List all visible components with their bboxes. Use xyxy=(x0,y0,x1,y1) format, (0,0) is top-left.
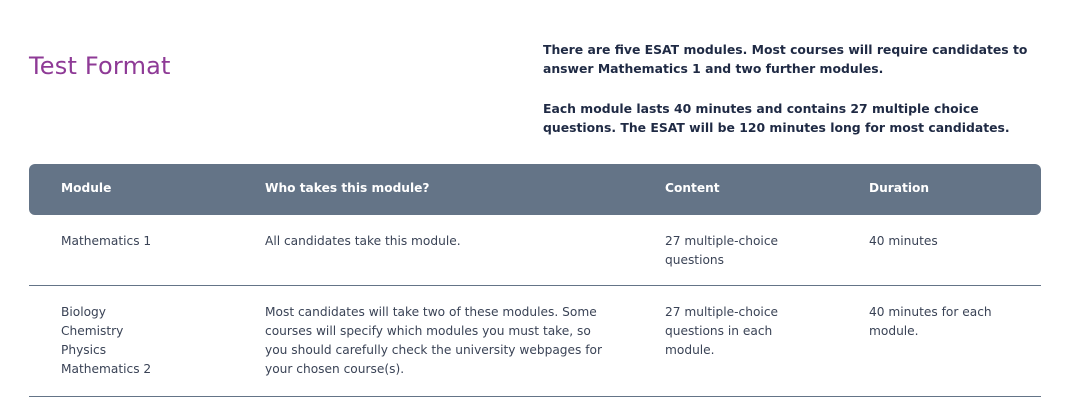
header-module: Module xyxy=(61,181,112,195)
cell-module xyxy=(61,303,241,379)
cell-duration: 40 minutes for each module. xyxy=(869,305,992,338)
table-header xyxy=(29,164,1041,215)
header-duration: Duration xyxy=(869,181,930,195)
cell-who: All candidates take this module. xyxy=(265,234,461,248)
module-name: Biology xyxy=(61,305,106,319)
cell-who: Most candidates will take two of these modules. Some courses will specify which modules you must take, so you should carefully check the university webpages for your chosen course(s). xyxy=(265,305,603,376)
module-name: Mathematics 1 xyxy=(61,234,152,248)
intro-paragraph-modules: There are five ESAT modules. Most courses will require candidates to answer Mathematics 1 and two further modules. xyxy=(543,42,1028,76)
table-row xyxy=(29,286,1041,397)
module-name: Mathematics 2 xyxy=(61,362,152,376)
cell-duration: 40 minutes xyxy=(869,234,938,248)
cell-module xyxy=(61,232,241,251)
module-name: Physics xyxy=(61,343,107,357)
test-format-table xyxy=(29,164,1041,397)
intro-paragraph-duration: Each module lasts 40 minutes and contains 27 multiple choice questions. The ESAT will be 120 minutes long for most candidates. xyxy=(543,101,1010,135)
page-title: Test Format xyxy=(29,52,171,81)
header-who: Who takes this module? xyxy=(265,181,430,195)
cell-content: 27 multiple-choice questions xyxy=(665,234,779,267)
table-row xyxy=(29,215,1041,286)
module-name: Chemistry xyxy=(61,324,124,338)
header-content: Content xyxy=(665,181,720,195)
cell-content: 27 multiple-choice questions in each module. xyxy=(665,305,779,357)
intro-text xyxy=(543,40,1053,158)
